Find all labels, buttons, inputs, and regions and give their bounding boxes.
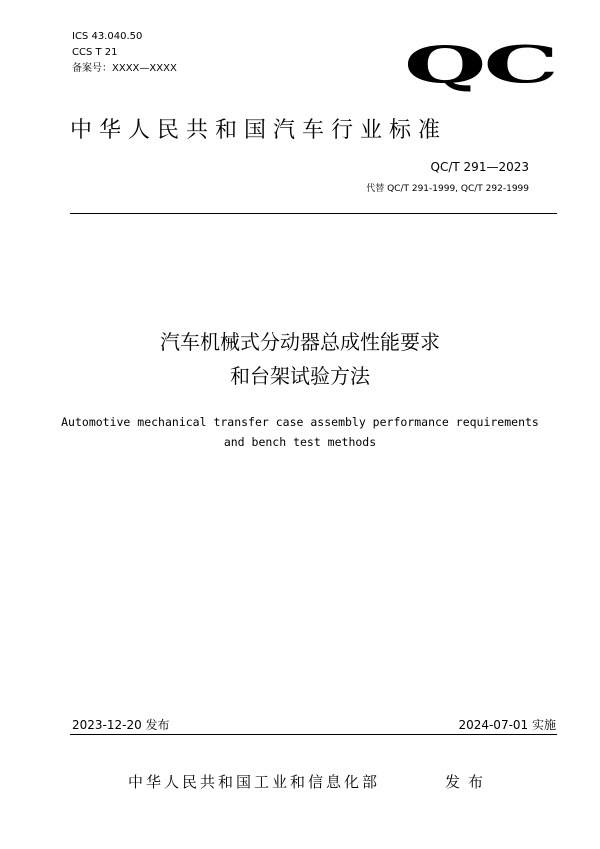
standard-number: QC/T 291—2023 [430, 160, 529, 174]
implementation-date: 2024-07-01 实施 [458, 718, 556, 732]
ccs-code: CCS T 21 [72, 47, 118, 58]
title-chinese-line-1: 汽车机械式分动器总成性能要求 [160, 330, 440, 354]
standard-category: 中华人民共和国汽车行业标准 [70, 118, 448, 143]
title-english-line-2: and bench test methods [223, 435, 377, 449]
footer-divider [70, 734, 557, 735]
publish-label: 发布 [445, 773, 492, 791]
title-chinese-line-2: 和台架试验方法 [230, 364, 370, 388]
ics-code: ICS 43.040.50 [72, 31, 143, 42]
title-english [0, 412, 600, 452]
issue-date: 2023-12-20 发布 [72, 718, 170, 732]
replaces-note: 代替 QC/T 291-1999, QC/T 292-1999 [366, 184, 529, 194]
issuing-authority: 中华人民共和国工业和信息化部 [128, 773, 381, 791]
title-chinese [0, 325, 600, 393]
title-english-line-1: Automotive mechanical transfer case assembly performance requirements [61, 415, 539, 429]
qc-logo: QC [404, 34, 557, 95]
header-divider [70, 213, 557, 214]
record-number: 备案号：XXXX—XXXX [72, 63, 177, 74]
